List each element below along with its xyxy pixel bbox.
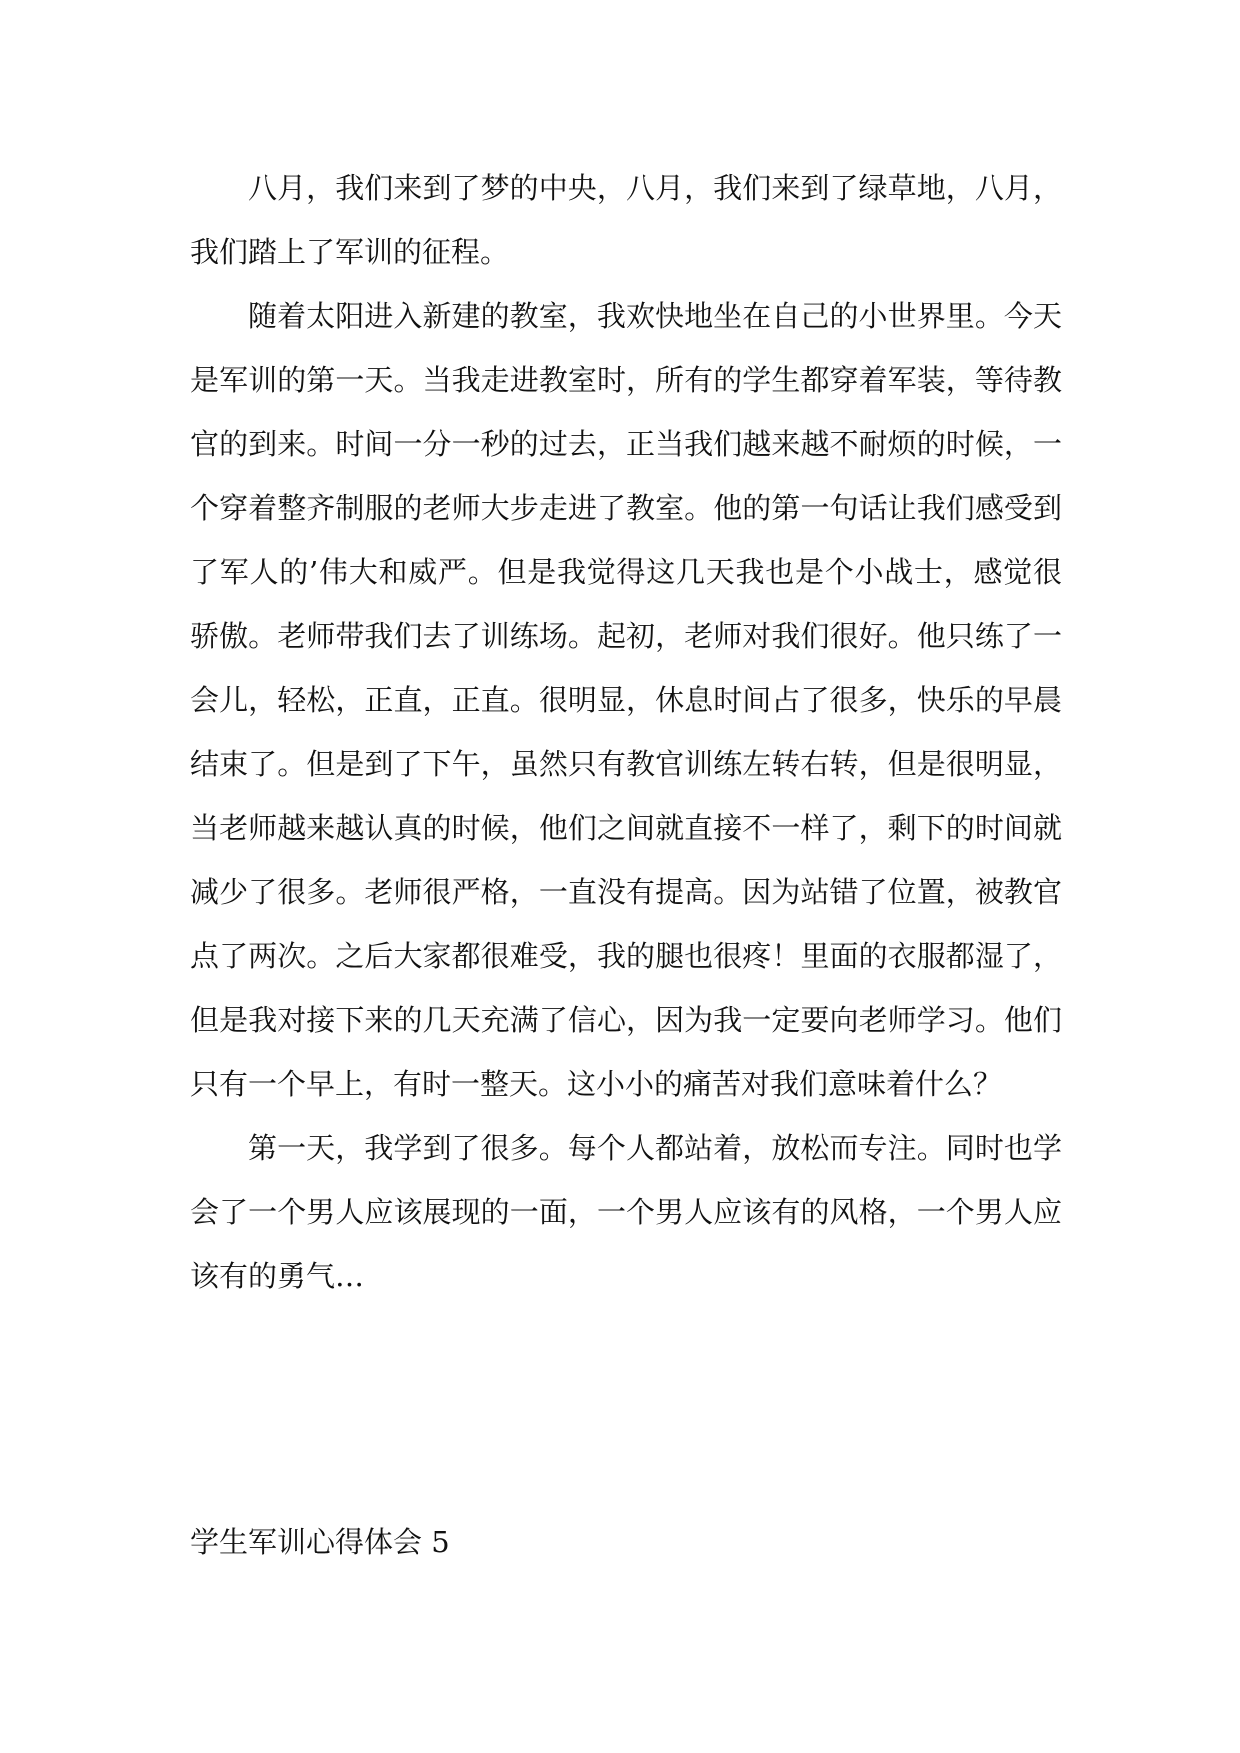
- paragraph-1: 八月，我们来到了梦的中央，八月，我们来到了绿草地，八月，我们踏上了军训的征程。: [190, 171, 1062, 269]
- paragraph-2: 随着太阳进入新建的教室，我欢快地坐在自己的小世界里。今天是军训的第一天。当我走进教室时，所有的学生都穿着军装，等待教官的到来。时间一分一秒的过去，正当我们越来越不耐烦的时候，一个穿着整齐制服的老师大步走进了教室。他的第一句话让我们感受到了军人的’伟大和威严。但是我觉得这几天我也是个小战士，感觉很骄傲。老师带我们去了训练场。起初，老师对我们很好。他只练了一会儿，轻松，正直，正直。很明显，休息时间占了很多，快乐的早晨结束了。但是到了下午，虽然只有教官训练左转右转，但是很明显，当老师越来越认真的时候，他们之间就直接不一样了，剩下的时间就减少了很多。老师很严格，一直没有提高。因为站错了位置，被教官点了两次。之后大家都很难受，我的腿也很疼！里面的衣服都湿了，但是我对接下来的几天充满了信心，因为我一定要向老师学习。他们只有一个早上，有时一整天。这小小的痛苦对我们意味着什么？: [190, 299, 1062, 1101]
- section-title: 学生军训心得体会 5: [190, 1525, 450, 1559]
- paragraph-3: 第一天，我学到了很多。每个人都站着，放松而专注。同时也学会了一个男人应该展现的一面，一个男人应该有的风格，一个男人应该有的勇气…: [190, 1131, 1062, 1293]
- document-body: [190, 156, 1062, 1308]
